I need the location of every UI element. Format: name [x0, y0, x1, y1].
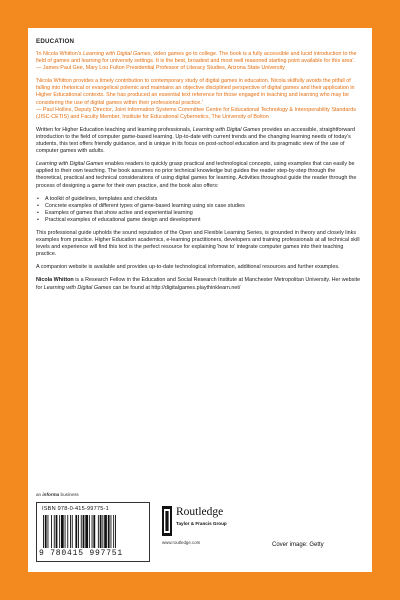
quote-text: 'Nicola Whitton provides a timely contribution to contemporary study of digital games in education. Nicola skilfully avoids the pitfall of falling into rhetorical or evangelical polemic and maintains an objective disciplined perspective of digital games and their application in Higher Educational contexts. She has produced an essential text reference for those engaged in teaching and learning who may be considering the use of digital games within their professional practice.' — [36, 78, 355, 106]
publisher-name: Routledge — [176, 506, 224, 518]
bio-text: can be found at http://digitalgames.playthinklearn.net/ — [111, 284, 241, 291]
description-paragraph — [36, 161, 362, 189]
feature-list — [36, 196, 362, 224]
barcode-box — [36, 502, 150, 562]
book-title: Learning with Digital Games — [43, 284, 112, 291]
barcode-icon — [43, 515, 141, 548]
feature-list-item: • Concrete examples of different types of game-based learning using six case studies — [36, 203, 362, 210]
feature-list-item: • Practical examples of educational game design and development — [36, 217, 362, 224]
isbn-label: ISBN 978-0-415-99775-1 — [42, 506, 109, 512]
informa-business-label — [36, 492, 79, 497]
quote-attribution: — Paul Hollins, Deputy Director, Joint Information Systems Committee Centre for Educational Technology & Interoperability Standards (JISC-CETIS) and Faculty Member, Institute for Educational Cybernetics, The University of Bolton — [36, 106, 356, 120]
author-bio — [36, 277, 362, 291]
informa-brand: informa — [42, 492, 60, 497]
text-column — [28, 28, 372, 292]
quote-attribution: — James Paul Gee, Mary Lou Fulton Presidential Professor of Literacy Studies, Arizona State University — [36, 65, 285, 72]
companion-website-paragraph: A companion website is available and provides up-to-date technological information, additional resources and further examples. — [36, 264, 340, 271]
bio-text: is a Research Fellow in the Education and Social Research Institute at Manchester Metropolitan University. Her website for — [36, 277, 361, 291]
endorsement-quote — [36, 51, 362, 72]
feature-list-item: • A toolkit of guidelines, templates and checklists — [36, 196, 362, 203]
publisher-url: www.routledge.com — [162, 540, 201, 545]
cover-image-credit: Cover image: Getty — [272, 542, 324, 548]
paragraph-text: enables readers to quickly grasp practical and technological concepts, using examples that can easily be applied to their own teaching. The book assumes no prior technical knowledge but guides the reader step-by-step through the theoretical, practical and technical considerations of using digital games for learning. Activities throughout guide the reader through the process of designing a game for their own practice, and the book also offers: — [36, 161, 357, 189]
content-panel — [28, 28, 372, 572]
cover-footer — [28, 492, 372, 572]
author-name: Nicola Whitton — [36, 277, 74, 284]
paragraph-text: provides an accessible, straightforward introduction to the field of computer game-based learning. Up-to-date with current trends and the changing learning needs of today's students, this text offers friendly guidance, and is unique in its focus on post-school education and its pragmatic view of the use of computer games with adults. — [36, 126, 356, 155]
informa-prefix: an — [36, 492, 43, 497]
description-paragraph: This professional guide upholds the sound reputation of the Open and Flexible Learning Series, is grounded in theory and closely links examples from practice. Higher Education academics, e-learning practitioners, developers and training professionals at all technical skill levels and experience will find this text is the perfect resource for explaining 'how to' integrate computer games into their teaching practice. — [36, 229, 360, 258]
paragraph-text: Written for Higher Education teaching and learning professionals, — [36, 126, 193, 133]
ean-number: 9 780415 997751 — [39, 549, 124, 558]
quote-text: 'In Nicola Whitton's — [36, 51, 83, 57]
description-paragraph — [36, 127, 362, 155]
quote-text: , video games go to college. The book is a fully accessible and lucid introduction to the field of games and learning for university settings. It is the best, broadest and most well reasoned starting point available for this area'. — [36, 51, 357, 65]
feature-list-item: • Examples of games that show active and experiential learning — [36, 210, 362, 217]
book-title: Learning with Digital Games — [36, 161, 104, 168]
informa-suffix: business — [59, 492, 79, 497]
routledge-logo-icon — [162, 506, 172, 536]
publisher-logo — [162, 504, 272, 544]
category-label: EDUCATION — [36, 38, 75, 45]
book-title: Learning with Digital Games — [192, 126, 261, 133]
publisher-tagline: Taylor & Francis Group — [176, 521, 227, 526]
endorsement-quote — [36, 78, 362, 121]
book-title: Learning with Digital Games — [83, 51, 151, 57]
